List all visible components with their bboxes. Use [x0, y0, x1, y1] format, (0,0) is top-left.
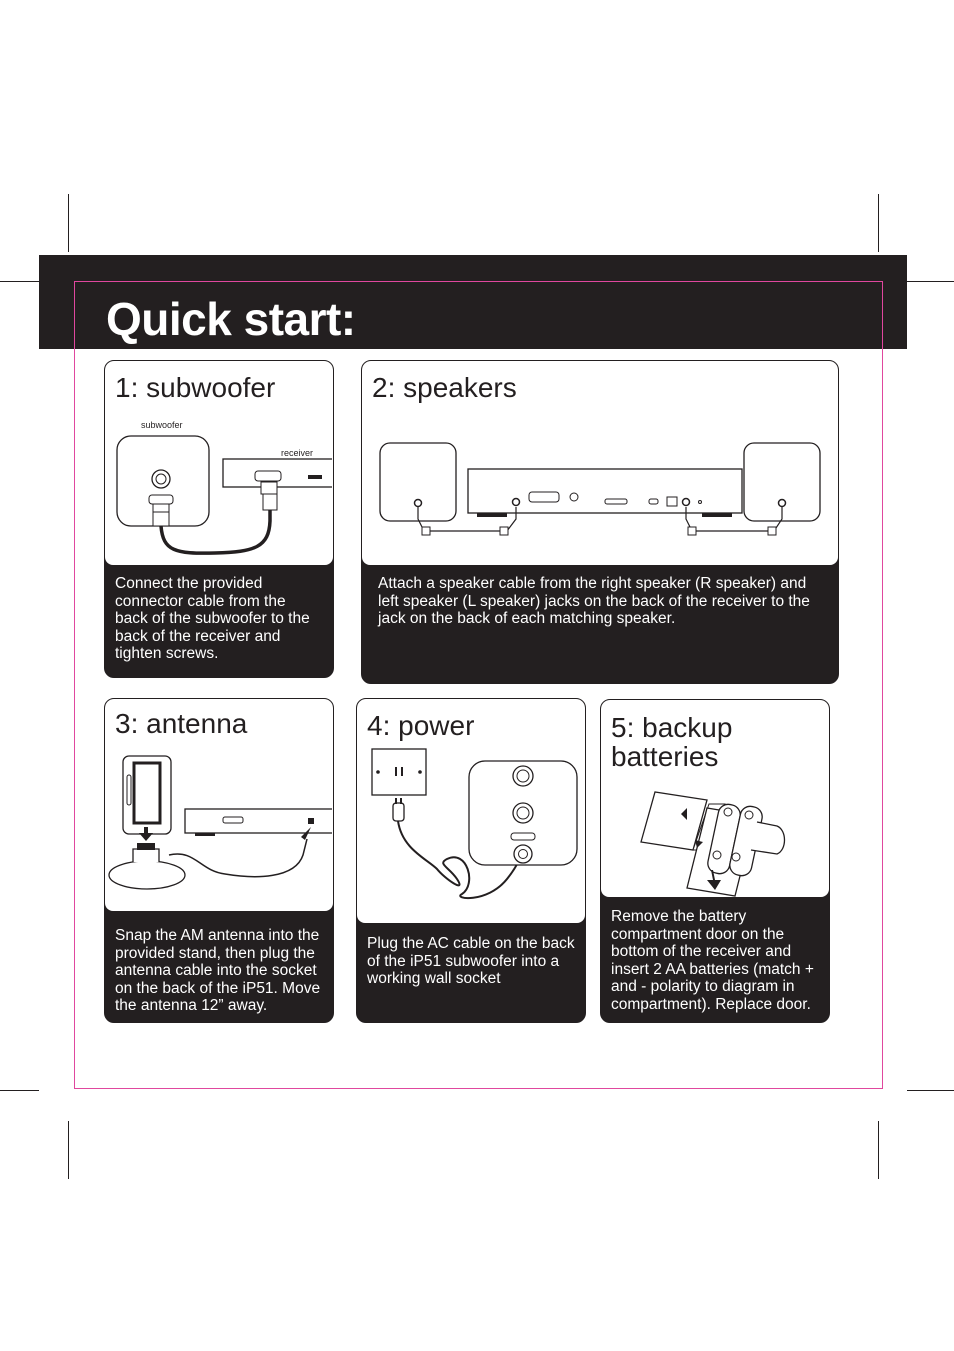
receiver-label: receiver	[281, 448, 314, 458]
step-speakers-card	[361, 360, 839, 684]
crop-mark	[0, 281, 39, 282]
crop-mark	[0, 1090, 39, 1091]
crop-mark	[68, 194, 69, 252]
step-instructions: Connect the provided connector cable from the back of the subwoofer to the back of the receiver and tighten screws.	[115, 575, 310, 662]
step-instructions: Remove the battery compartment door on the bottom of the receiver and insert 2 AA batteries (match + and - polarity to diagram in compartment). Replace door.	[611, 908, 814, 1013]
step-subwoofer-card	[104, 360, 334, 678]
crop-mark	[878, 194, 879, 252]
crop-mark	[68, 1121, 69, 1179]
step-instructions: Plug the AC cable on the back of the iP51 subwoofer into a working wall socket	[367, 935, 575, 987]
crop-mark	[907, 281, 954, 282]
crop-mark	[907, 1090, 954, 1091]
step-instructions: Attach a speaker cable from the right speaker (R speaker) and left speaker (L speaker) jacks on the back of the receiver to the jack on the back of each matching speaker.	[378, 575, 810, 627]
step-title: 3: antenna	[115, 708, 248, 739]
subwoofer-label: subwoofer	[141, 420, 183, 430]
step-backup-batteries-card	[600, 699, 830, 1023]
step-title: 5: backup batteries	[611, 712, 733, 772]
crop-mark	[878, 1121, 879, 1179]
page-title: Quick start:	[106, 293, 356, 345]
step-power-card	[356, 698, 586, 1023]
step-title: 2: speakers	[372, 372, 517, 403]
step-title: 4: power	[367, 710, 475, 741]
step-instructions: Snap the AM antenna into the provided stand, then plug the antenna cable into the socket on the back of the iP51. Move the antenna 12” away.	[115, 927, 321, 1014]
step-antenna-card	[104, 698, 334, 1023]
step-title: 1: subwoofer	[115, 372, 276, 403]
